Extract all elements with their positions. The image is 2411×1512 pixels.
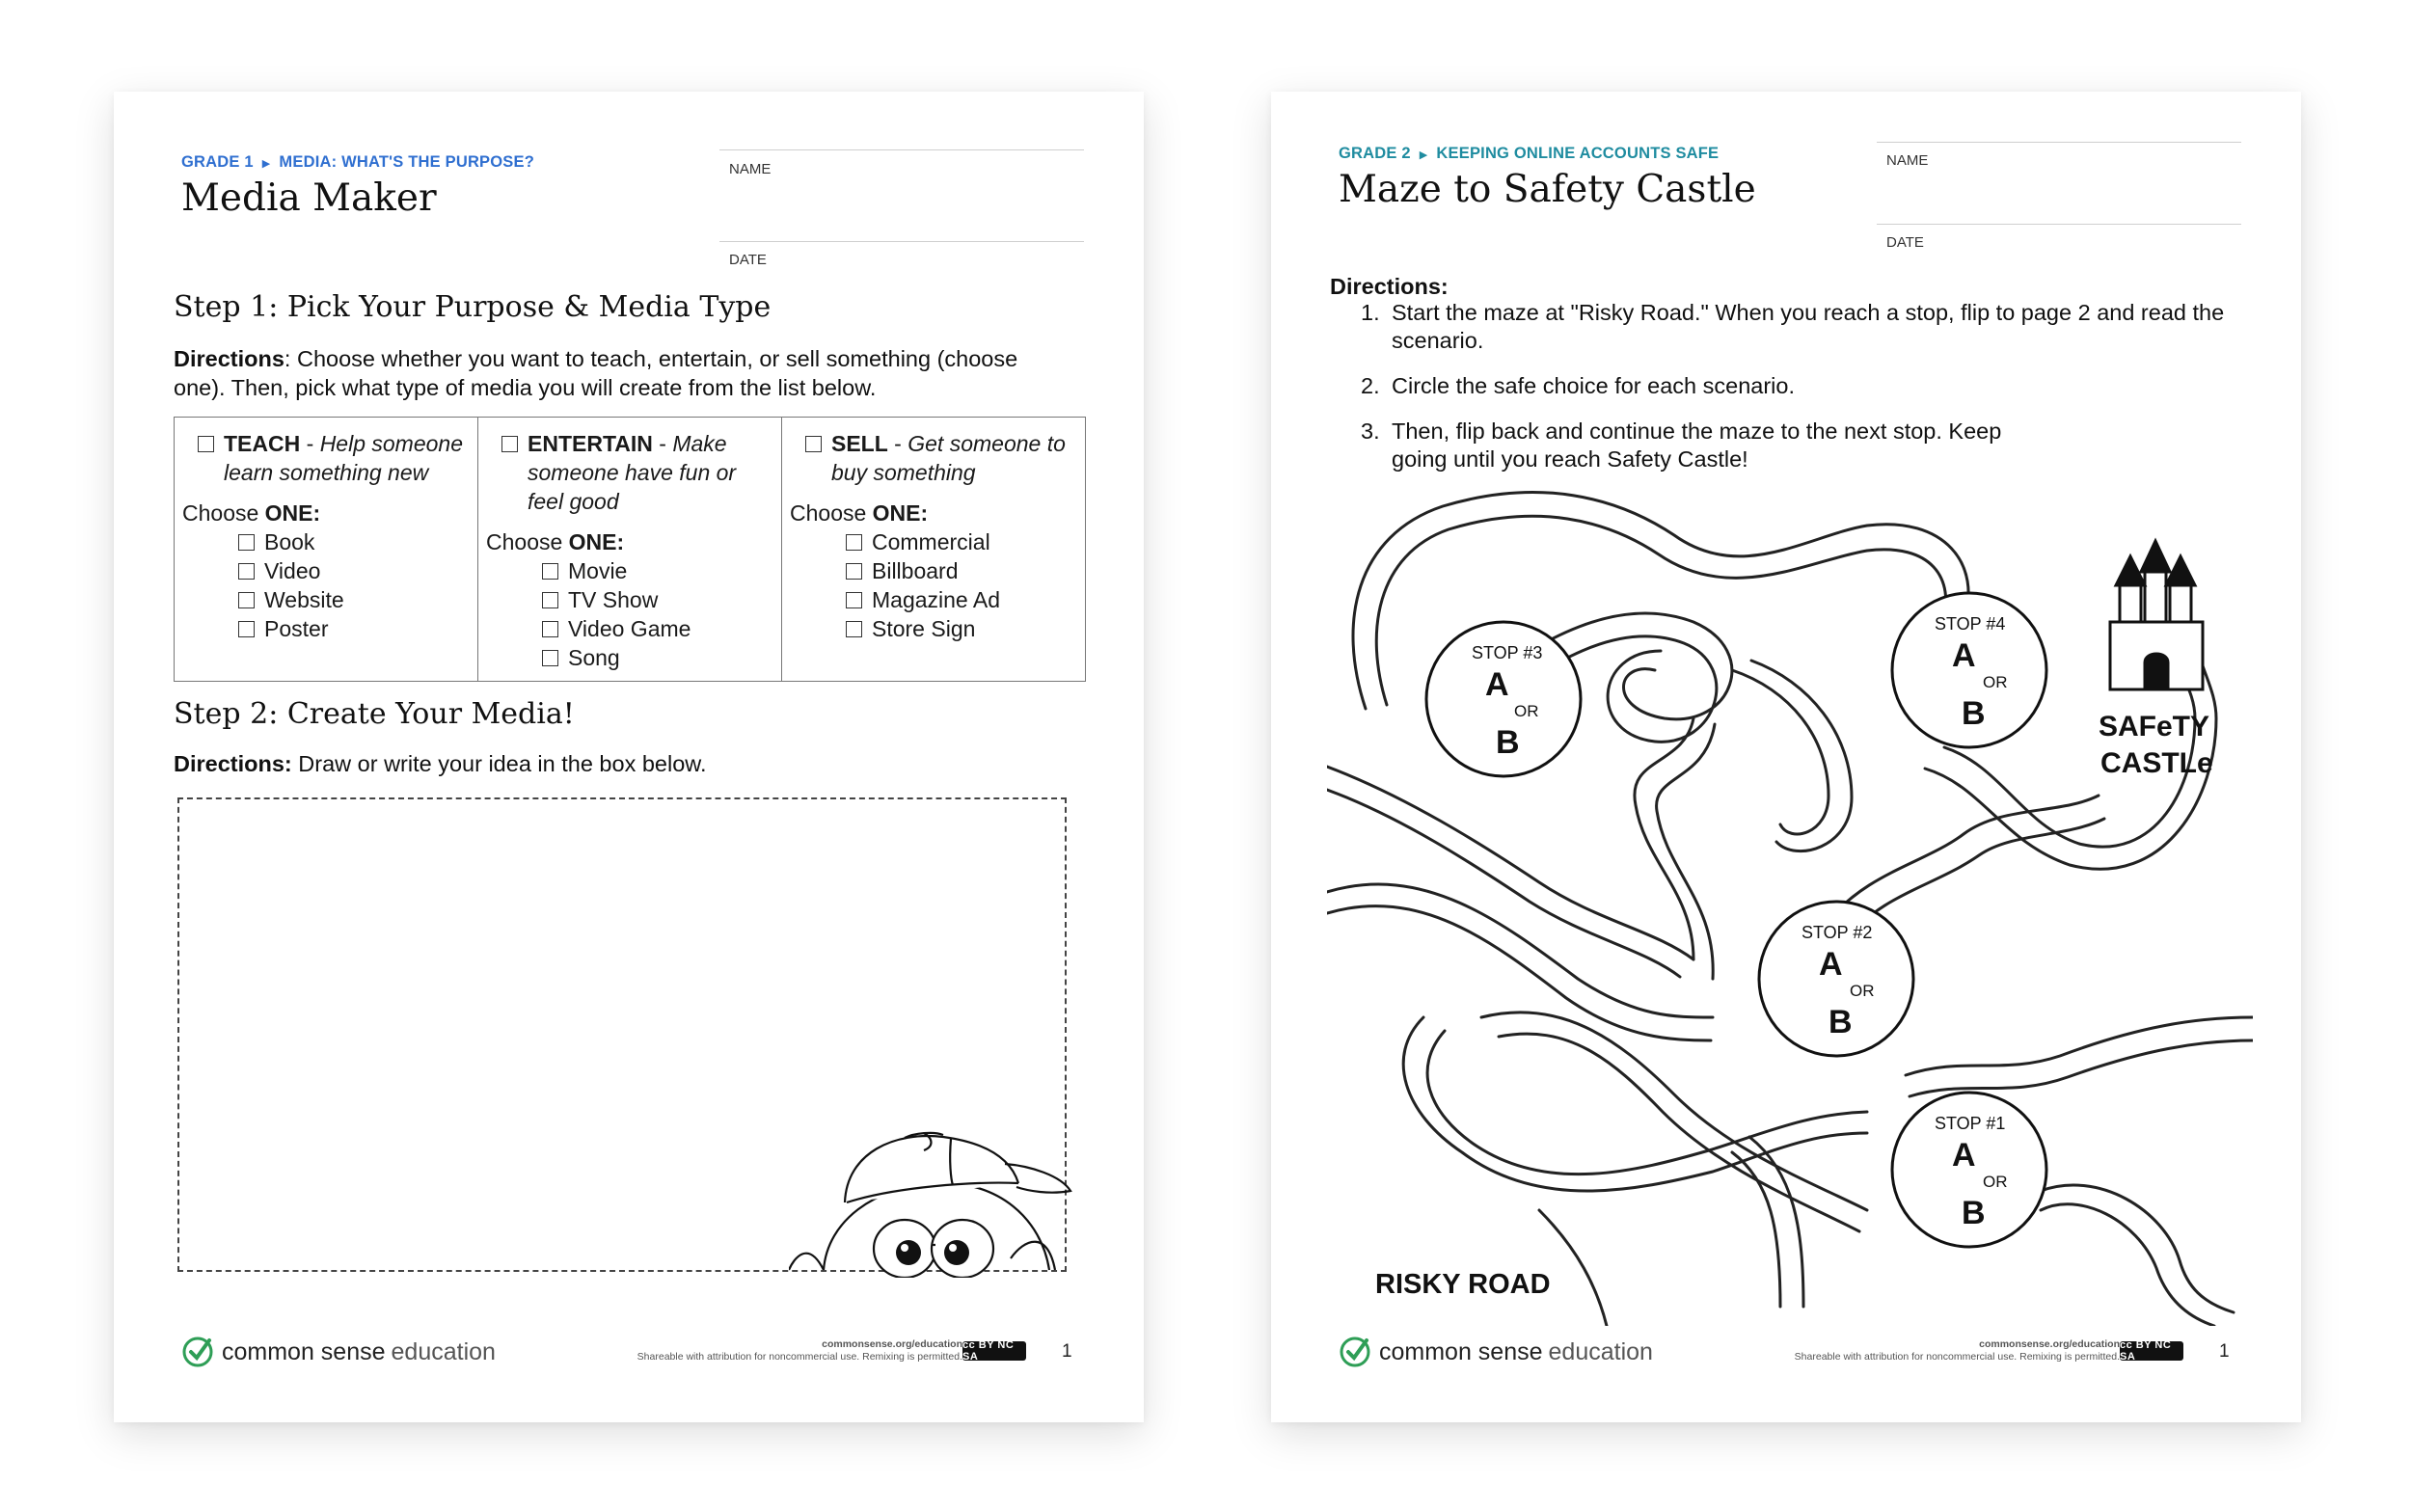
purpose-label: ENTERTAIN	[528, 431, 653, 456]
svg-text:A: A	[1952, 1137, 1976, 1174]
svg-text:OR: OR	[1850, 982, 1875, 1000]
directions-label: Directions	[174, 346, 284, 371]
date-label: DATE	[1886, 234, 1924, 251]
directions-list	[1361, 299, 2229, 491]
worksheet-maze	[1271, 92, 2301, 1422]
checkbox[interactable]	[238, 621, 255, 637]
risky-road-label: RISKY ROAD	[1375, 1269, 1551, 1300]
name-label: NAME	[1886, 152, 1929, 169]
list-item: 2. Circle the safe choice for each scenario.	[1361, 373, 1795, 398]
page-number: 1	[1062, 1341, 1072, 1362]
chevron-right-icon: ▶	[1419, 149, 1428, 161]
option-store-sign[interactable]: Store Sign	[846, 614, 1075, 643]
name-line	[719, 149, 1084, 150]
castle-label-2: CASTLe	[2100, 747, 2213, 779]
purpose-column-entertain: ENTERTAIN - Make someone have fun or feel good Choose ONE: Movie TV Show Video Game Song	[478, 418, 782, 681]
chevron-right-icon: ▶	[261, 158, 271, 170]
stop-label: STOP #4	[1935, 614, 2006, 634]
directions	[174, 344, 1042, 402]
option-tv-show[interactable]: TV Show	[542, 585, 772, 614]
footer-attribution: commonsense.org/education Shareable with attribution for noncommercial use. Remixing is permitted.	[1794, 1338, 2120, 1363]
checkbox[interactable]	[238, 592, 255, 608]
option-magazine-ad[interactable]: Magazine Ad	[846, 585, 1075, 614]
stop-label: STOP #1	[1935, 1114, 2006, 1133]
breadcrumb	[1339, 145, 1719, 163]
maze-illustration	[1327, 477, 2253, 1326]
option-poster[interactable]: Poster	[238, 614, 468, 643]
checkbox[interactable]	[542, 650, 558, 666]
date-line	[1877, 224, 2241, 225]
directions-2: Directions: Draw or write your idea in the box below.	[174, 751, 707, 776]
cc-license-badge: cc BY NC SA	[2120, 1341, 2183, 1361]
svg-text:B: B	[1829, 1004, 1853, 1040]
footer-attribution: commonsense.org/education Shareable with attribution for noncommercial use. Remixing is permitted.	[637, 1338, 962, 1363]
purpose-label: SELL	[831, 431, 888, 456]
svg-text:B: B	[1496, 724, 1520, 761]
purpose-column-teach: TEACH - Help someone learn something new Choose ONE: Book Video Website Poster	[175, 418, 478, 681]
check-circle-icon	[1339, 1336, 1371, 1368]
checkbox[interactable]	[542, 563, 558, 580]
breadcrumb	[181, 153, 534, 172]
mascot-illustration	[789, 1094, 1184, 1278]
page-title: Media Maker	[181, 176, 437, 220]
option-billboard[interactable]: Billboard	[846, 556, 1075, 585]
svg-text:OR: OR	[1983, 673, 2008, 691]
name-line	[1877, 142, 2241, 143]
page-title: Maze to Safety Castle	[1339, 168, 1756, 211]
option-book[interactable]: Book	[238, 527, 468, 556]
worksheet-media-maker	[114, 92, 1144, 1422]
checkbox[interactable]	[846, 592, 862, 608]
stop-label: STOP #2	[1801, 923, 1873, 942]
checkbox[interactable]	[846, 563, 862, 580]
svg-text:A: A	[1819, 946, 1843, 983]
checkbox[interactable]	[238, 534, 255, 551]
purpose-desc: Help someone learn something new	[224, 431, 463, 485]
option-song[interactable]: Song	[542, 643, 772, 672]
checkbox[interactable]	[238, 563, 255, 580]
checkbox[interactable]	[846, 621, 862, 637]
page-number: 1	[2219, 1341, 2230, 1362]
teach-checkbox[interactable]	[198, 436, 214, 452]
svg-text:B: B	[1962, 695, 1986, 732]
list-item: 1. Start the maze at "Risky Road." When you reach a stop, flip to page 2 and read the scenario.	[1361, 300, 2225, 353]
brand-logo: common sense education	[1339, 1336, 1653, 1368]
purpose-desc: Make someone have fun or feel good	[528, 431, 737, 514]
crumb-topic: KEEPING ONLINE ACCOUNTS SAFE	[1436, 145, 1720, 162]
option-website[interactable]: Website	[238, 585, 468, 614]
crumb-grade: GRADE 2	[1339, 145, 1411, 162]
list-item: 3. Then, flip back and continue the maze to the next stop. Keep going until you reach Safety Castle!	[1361, 418, 2002, 472]
checkbox[interactable]	[542, 621, 558, 637]
stop-label: STOP #3	[1472, 643, 1543, 662]
check-circle-icon	[181, 1336, 214, 1368]
svg-text:B: B	[1962, 1195, 1986, 1231]
purpose-column-sell: SELL - Get someone to buy something Choose ONE: Commercial Billboard Magazine Ad Store Sign	[782, 418, 1085, 681]
crumb-topic: MEDIA: WHAT'S THE PURPOSE?	[279, 153, 534, 171]
directions-text: : Choose whether you want to teach, entertain, or sell something (choose one). Then, pick what type of media you will create from the list below.	[174, 346, 1018, 400]
option-video[interactable]: Video	[238, 556, 468, 585]
checkbox[interactable]	[846, 534, 862, 551]
crumb-grade: GRADE 1	[181, 153, 254, 171]
sell-checkbox[interactable]	[805, 436, 822, 452]
option-commercial[interactable]: Commercial	[846, 527, 1075, 556]
step1-heading: Step 1: Pick Your Purpose & Media Type	[174, 290, 772, 324]
step2-heading: Step 2: Create Your Media!	[174, 697, 575, 731]
date-label: DATE	[729, 252, 767, 268]
directions-label: Directions:	[1330, 274, 1449, 299]
castle-icon	[2110, 541, 2203, 689]
option-video-game[interactable]: Video Game	[542, 614, 772, 643]
svg-text:A: A	[1952, 637, 1976, 674]
castle-label-1: SAFeTY	[2099, 711, 2210, 742]
purpose-desc: Get someone to buy something	[831, 431, 1066, 485]
purpose-label: TEACH	[224, 431, 301, 456]
name-label: NAME	[729, 161, 772, 177]
checkbox[interactable]	[542, 592, 558, 608]
option-movie[interactable]: Movie	[542, 556, 772, 585]
cc-license-badge: cc BY NC SA	[962, 1341, 1026, 1361]
svg-text:A: A	[1485, 666, 1509, 703]
svg-text:OR: OR	[1514, 702, 1539, 720]
purpose-table	[174, 417, 1086, 682]
entertain-checkbox[interactable]	[501, 436, 518, 452]
date-line	[719, 241, 1084, 242]
brand-logo: common sense education	[181, 1336, 496, 1368]
svg-text:OR: OR	[1983, 1173, 2008, 1191]
